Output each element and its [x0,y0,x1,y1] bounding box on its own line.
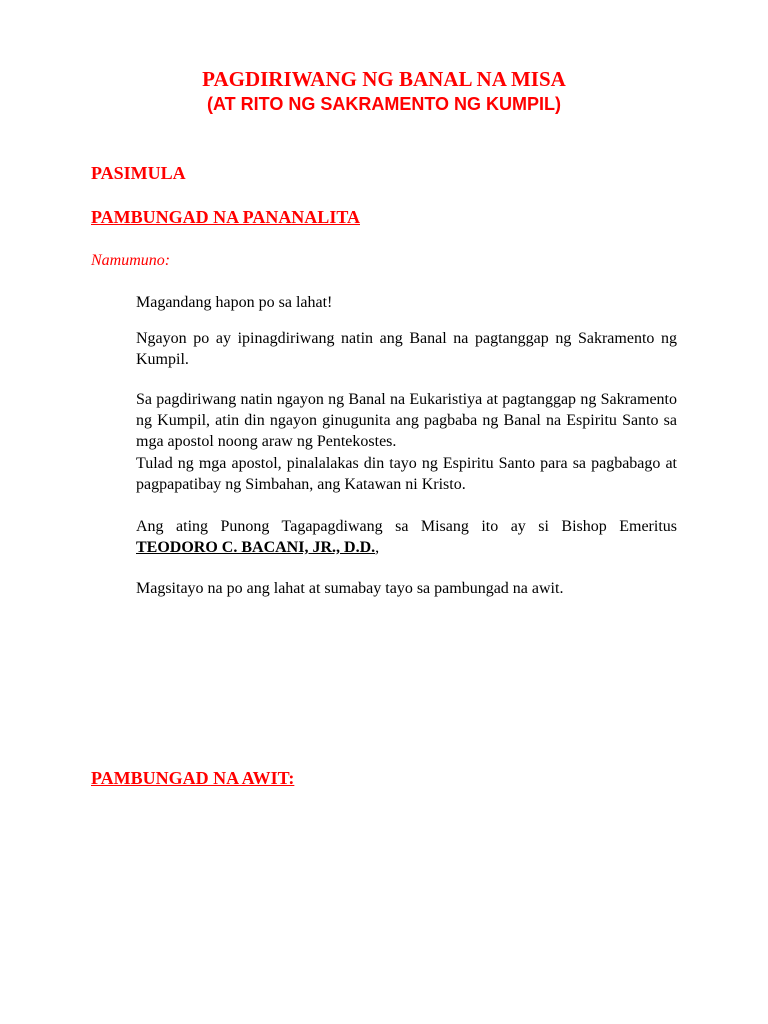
paragraph-4-prefix: Ang ating Punong Tagapagdiwang sa Misang ito ay si Bishop Emeritus [136,518,677,535]
paragraph-1-text: Ngayon po ay ipinagdiriwang natin ang Banal na pagtanggap ng Sakramento ng Kumpil. [136,330,677,368]
paragraph-5-text: Magsitayo na po ang lahat at sumabay tayo sa pambungad na awit. [136,580,564,597]
document-title: PAGDIRIWANG NG BANAL NA MISA [202,67,566,91]
greeting-paragraph [136,292,677,313]
paragraph-4-suffix: , [375,539,380,556]
paragraph-3-text: Tulad ng mga apostol, pinalalakas din tayo ng Espiritu Santo para sa pagbabago at pagpapatibay ng Simbahan, ang Katawan ni Kristo. [136,455,677,493]
paragraph-2 [136,389,677,452]
paragraph-5 [136,578,677,599]
paragraph-2-text: Sa pagdiriwang natin ngayon ng Banal na Eukaristiya at pagtanggap ng Sakramento ng Kumpil, atin din ngayon ginugunita ang pagbaba ng Banal na Espiritu Santo sa mga apostol noong araw ng Pentekostes. [136,391,677,450]
speaker-label: Namumuno: [91,252,171,269]
celebrant-name: TEODORO C. BACANI, JR., D.D. [136,539,376,556]
greeting-text: Magandang hapon po sa lahat! [136,294,333,311]
section-heading-pasimula: PASIMULA [91,163,186,183]
paragraph-4 [136,516,677,558]
document-subtitle: (AT RITO NG SAKRAMENTO NG KUMPIL) [207,94,561,114]
paragraph-3 [136,453,677,495]
intro-heading: PAMBUNGAD NA PANANALITA [91,207,360,227]
paragraph-1 [136,328,677,370]
opening-song-heading: PAMBUNGAD NA AWIT: [91,768,295,788]
